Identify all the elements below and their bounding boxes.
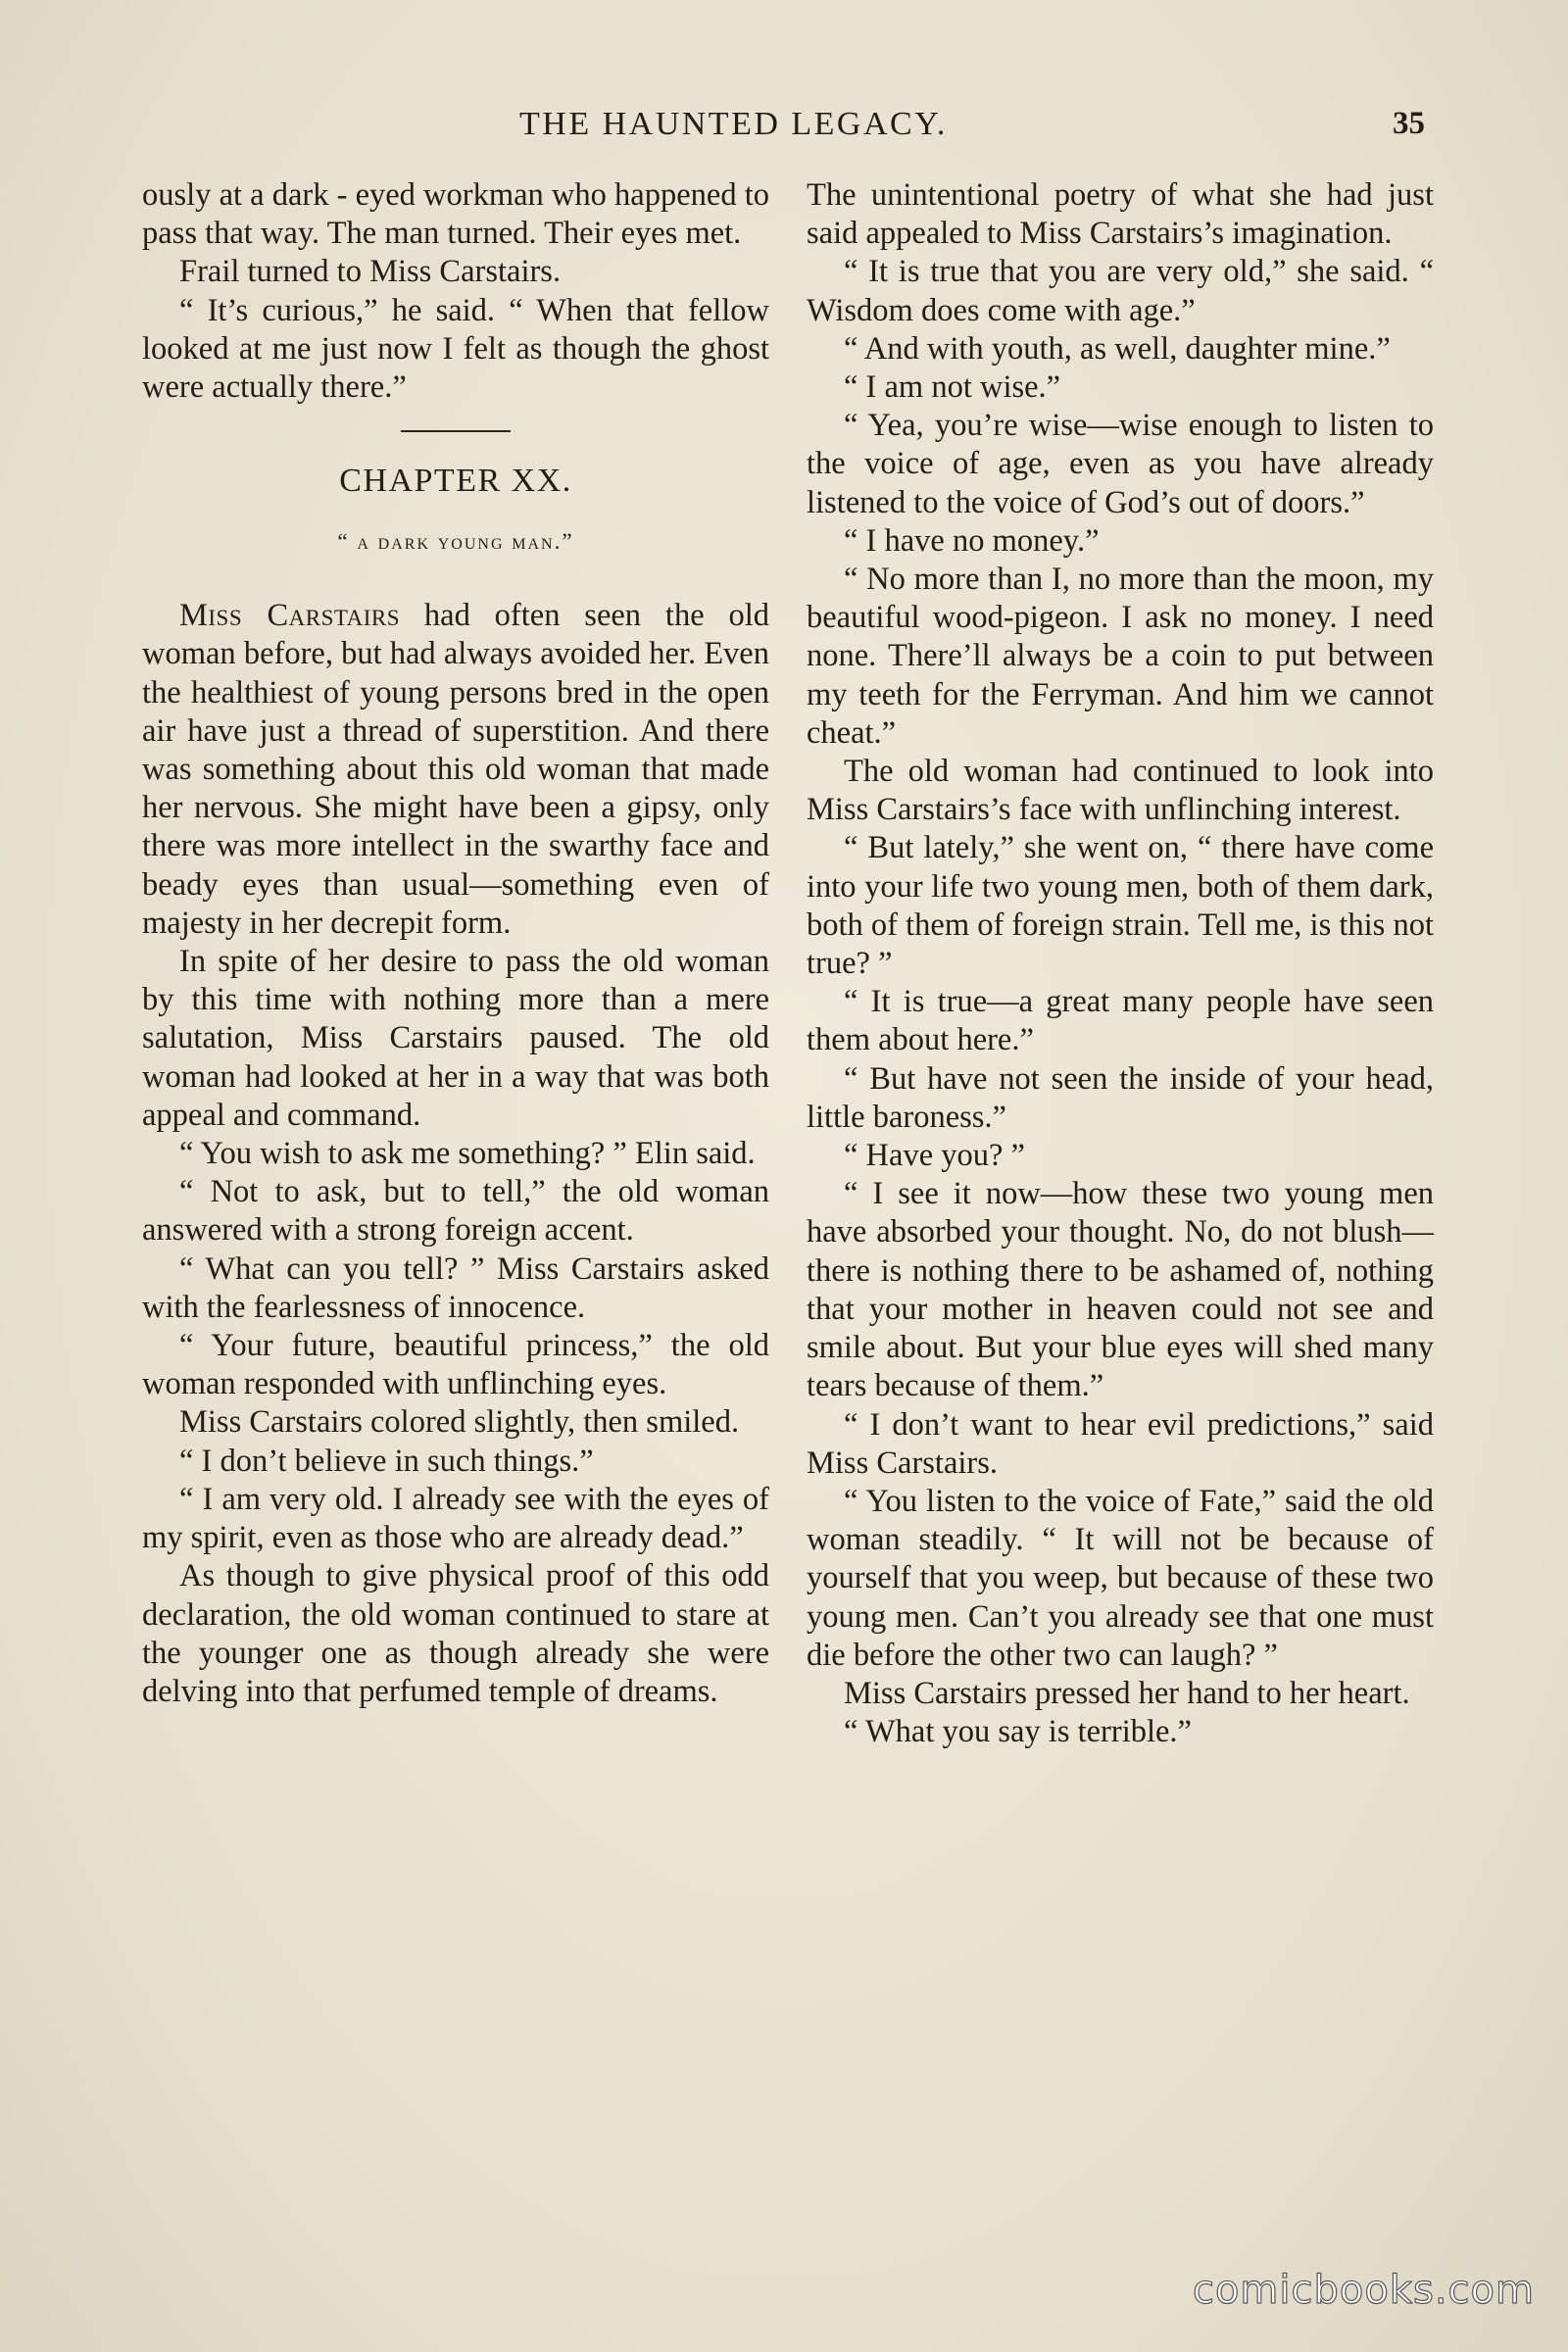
paragraph: “ You listen to the voice of Fate,” said the old woman steadily. “ It will not be because of yourself that you weep, but because of these two young men. Can’t you already see that one must die before the other two can laugh? ” bbox=[807, 1483, 1434, 1673]
running-head bbox=[0, 106, 1568, 149]
paragraph: “ It’s curious,” he said. “ When that fellow looked at me just now I felt as though the ghost were actually there.” bbox=[142, 292, 769, 406]
paragraph: “ I am not wise.” bbox=[844, 369, 1061, 406]
paragraph: “ What can you tell? ” Miss Carstairs asked with the fearlessness of innocence. bbox=[142, 1250, 769, 1325]
paragraph: “ I don’t believe in such things.” bbox=[179, 1443, 594, 1479]
chapter-opening-paragraph bbox=[142, 597, 769, 943]
paragraph: The old woman had continued to look into Miss Carstairs’s face with unflinching interest. bbox=[807, 754, 1434, 828]
paragraph: “ Your future, beautiful princess,” the old woman responded with unflinching eyes. bbox=[142, 1328, 769, 1402]
section-rule bbox=[401, 430, 511, 432]
right-column bbox=[807, 176, 1434, 1751]
paragraph: “ What you say is terrible.” bbox=[844, 1714, 1192, 1750]
paragraph: Frail turned to Miss Carstairs. bbox=[179, 254, 562, 290]
running-title: THE HAUNTED LEGACY. bbox=[519, 106, 948, 142]
paragraph: “ You wish to ask me something? ” Elin said. bbox=[179, 1136, 756, 1172]
smallcaps-name: Miss Carstairs bbox=[179, 598, 401, 634]
page-number: 35 bbox=[1393, 106, 1425, 141]
paragraph: Miss Carstairs colored slightly, then smiled. bbox=[179, 1404, 740, 1441]
paragraph: “ Not to ask, but to tell,” the old woman answered with a strong foreign accent. bbox=[142, 1174, 769, 1249]
paragraph: “ And with youth, as well, daughter mine.” bbox=[844, 330, 1391, 367]
chapter-heading: CHAPTER XX. bbox=[339, 463, 572, 500]
paragraph: As though to give physical proof of this odd declaration, the old woman continued to stare at the younger one as though already she were delving into that perfumed temple of dreams. bbox=[142, 1558, 769, 1709]
paragraph: Miss Carstairs pressed her hand to her heart. bbox=[844, 1675, 1410, 1711]
paragraph: ously at a dark - eyed workman who happened to pass that way. The man turned. Their eyes met. bbox=[142, 177, 769, 252]
paragraph: “ I don’t want to hear evil predictions,” said Miss Carstairs. bbox=[807, 1406, 1434, 1481]
paragraph: “ Yea, you’re wise—wise enough to listen to the voice of age, even as you have already listened to the voice of God’s out of doors.” bbox=[807, 408, 1434, 520]
left-column bbox=[142, 176, 769, 1711]
paragraph: In spite of her desire to pass the old woman by this time with nothing more than a mere salutation, Miss Carstairs paused. The old woman had looked at her in a way that was both appeal and command. bbox=[142, 944, 769, 1133]
paragraph: “ I am very old. I already see with the eyes of my spirit, even as those who are already dead.” bbox=[142, 1481, 769, 1556]
paragraph: “ It is true that you are very old,” she said. “ Wisdom does come with age.” bbox=[807, 254, 1434, 328]
watermark: comicbooks.com bbox=[1192, 2268, 1535, 2313]
paragraph: “ But lately,” she went on, “ there have come into your life two young men, both of them dark, both of them of foreign strain. Tell me, is this not true? ” bbox=[807, 830, 1434, 982]
paragraph: “ But have not seen the inside of your head, little baroness.” bbox=[807, 1060, 1434, 1135]
paragraph: “ I have no money.” bbox=[844, 522, 1100, 559]
paragraph: “ It is true—a great many people have seen them about here.” bbox=[807, 984, 1434, 1058]
opening-text: had often seen the old woman before, but had always avoided her. Even the healthiest of young persons bred in the open air have just a thread of superstition. And there was something about this old woman that made her nervous. She might have been a gipsy, only there was more intellect in the swarthy face and beady eyes than usual—something even of majesty in her decrepit form. bbox=[142, 598, 769, 941]
paragraph: “ Have you? ” bbox=[844, 1138, 1025, 1174]
paragraph: “ I see it now—how these two young men have absorbed your thought. No, do not blush—there is nothing there to be ashamed of, nothing that your mother in heaven could not see and smile about. But your blue eyes will shed many tears because of them.” bbox=[807, 1176, 1434, 1404]
paragraph: The unintentional poetry of what she had just said appealed to Miss Carstairs’s imagination. bbox=[807, 177, 1434, 252]
chapter-subtitle: “ a dark young man.” bbox=[337, 529, 574, 555]
paragraph: “ No more than I, no more than the moon, my beautiful wood-pigeon. I ask no money. I need none. There’ll always be a coin to put between my teeth for the Ferryman. And him we cannot cheat.” bbox=[807, 562, 1434, 751]
